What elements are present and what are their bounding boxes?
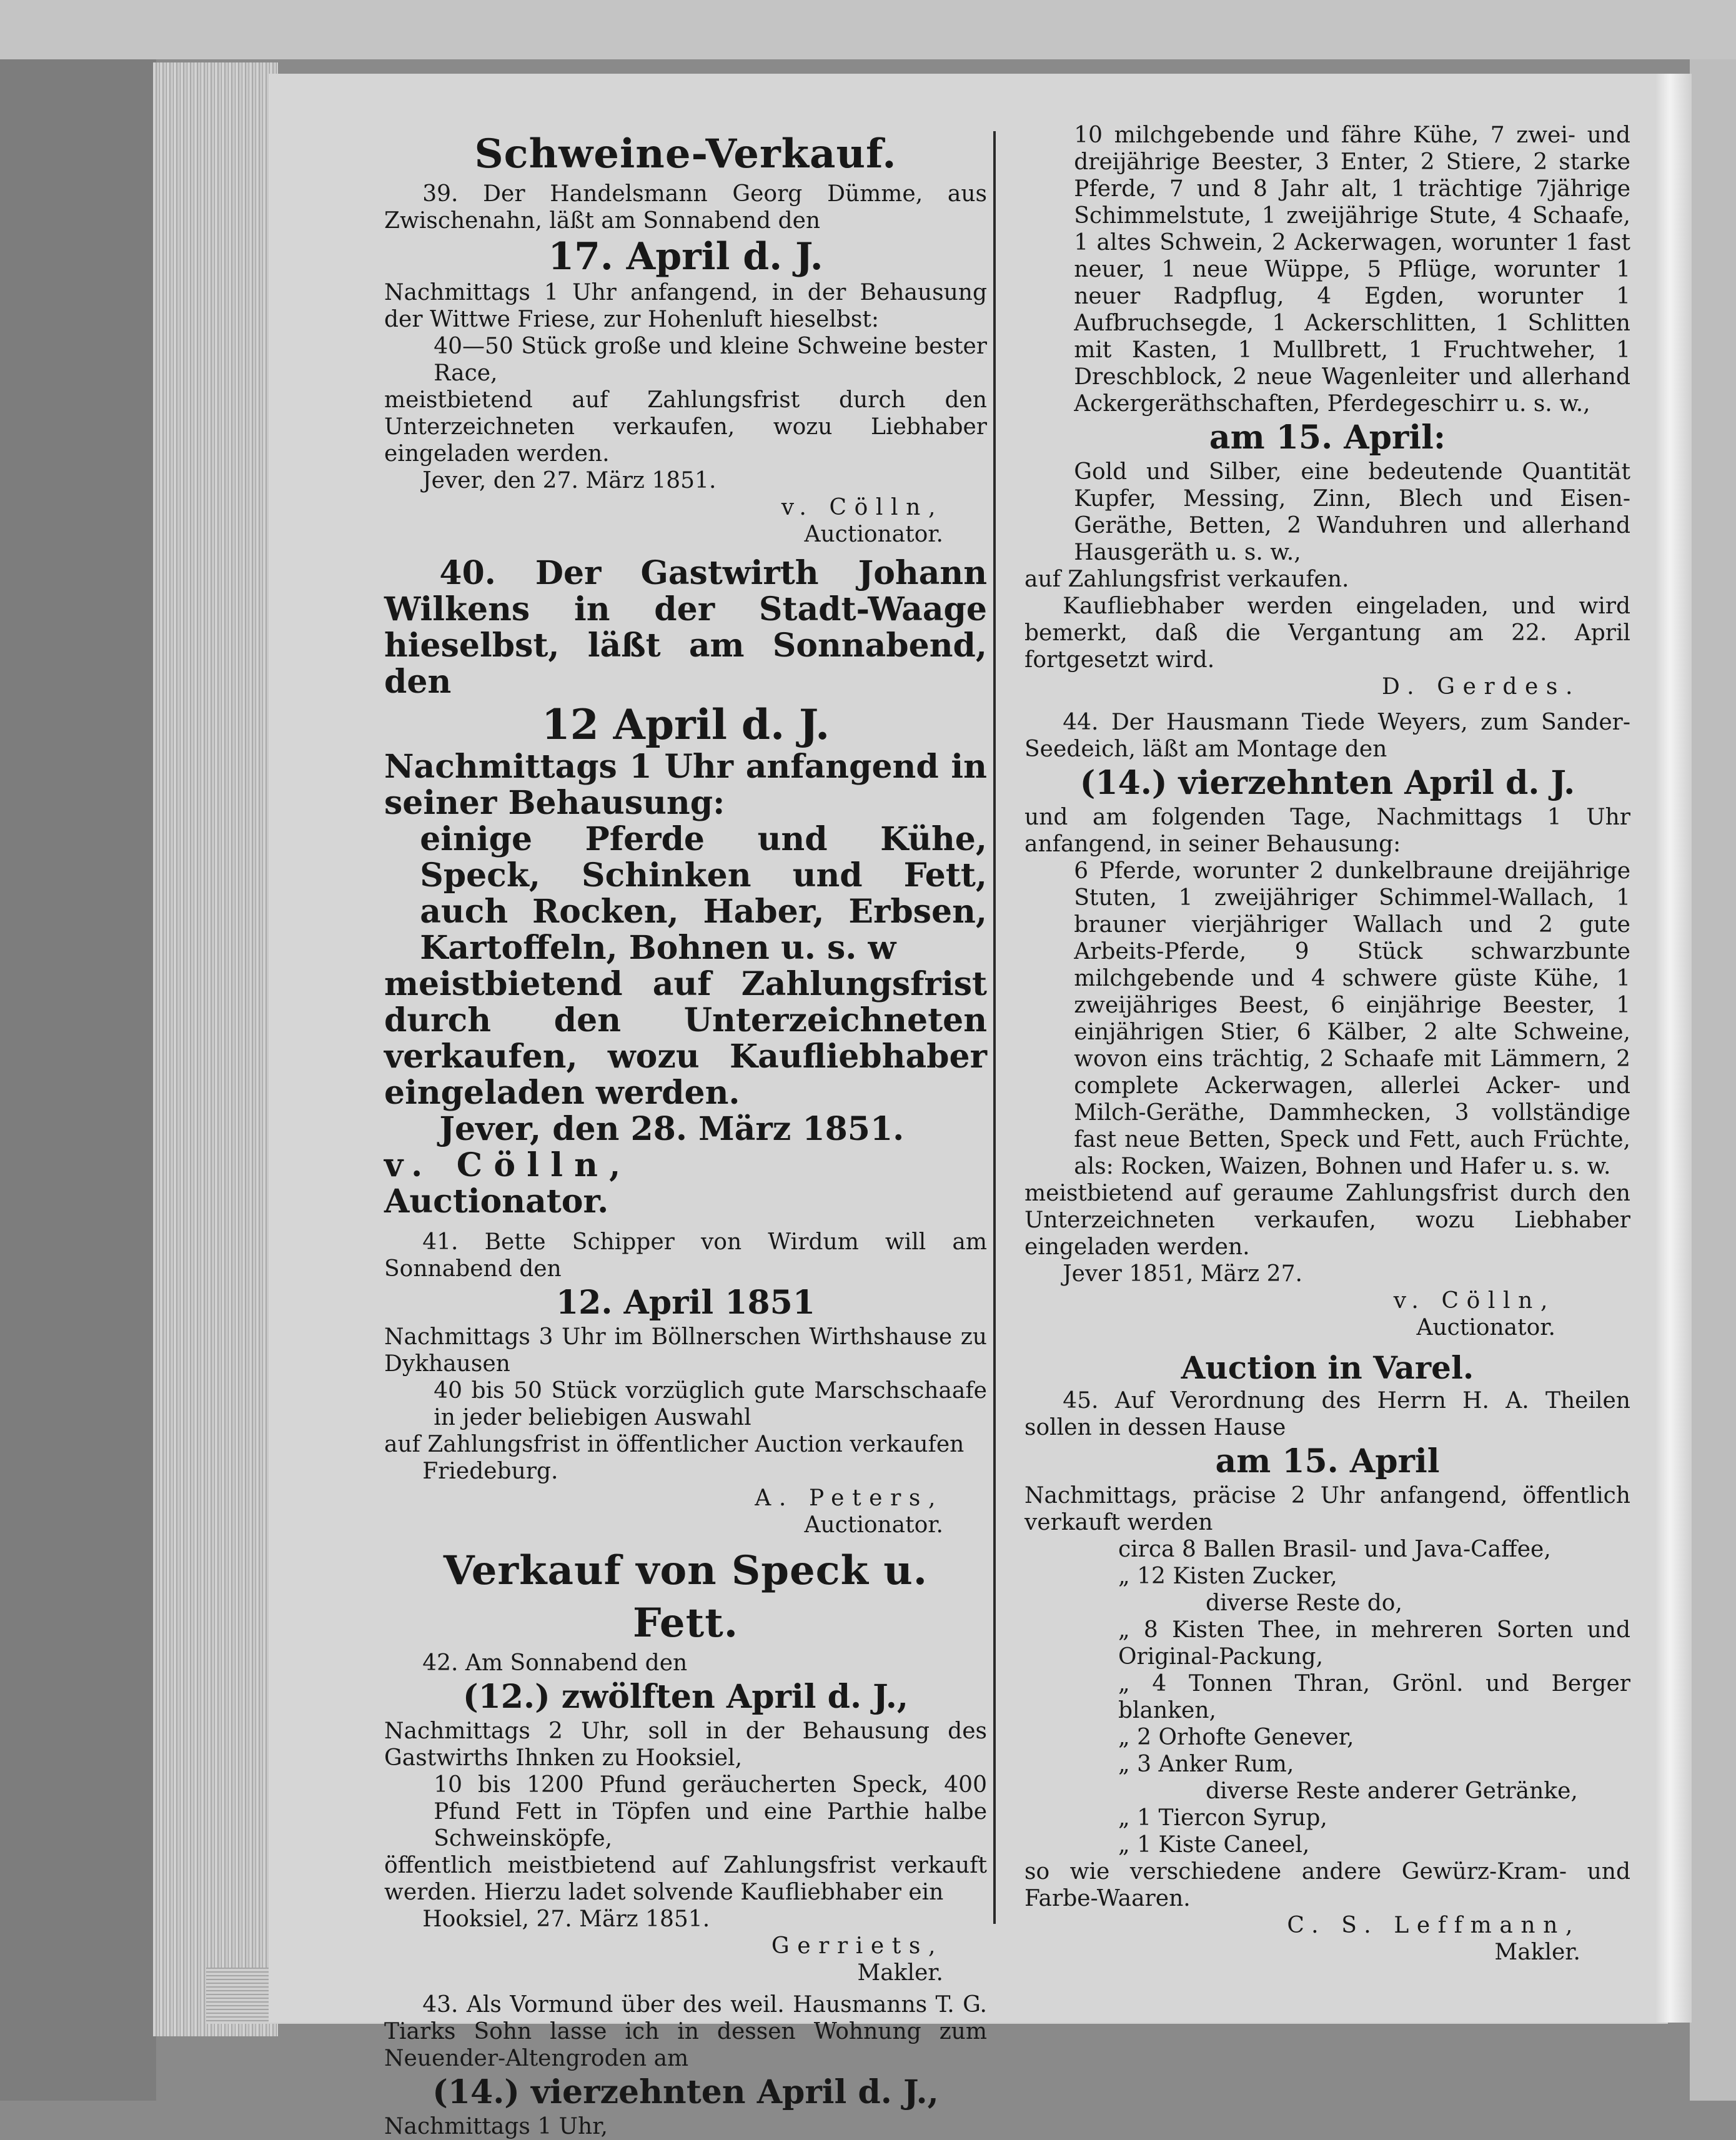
ad-39-signature: v. Cölln, [781, 495, 943, 520]
ad-39-intro: 39. Der Handelsmann Georg Dümme, aus Zwischenahn, läßt am Sonnabend den [384, 181, 987, 234]
ad-44-terms: meistbietend auf geraume Zahlungsfrist durch den Unterzeichneten verkaufen, wozu Liebhaber eingeladen werden. [1024, 1181, 1630, 1260]
scan-background-right [1690, 59, 1736, 2101]
ad-41-line1: Nachmittags 3 Uhr im Böllnerschen Wirthshause zu Dykhausen [384, 1324, 987, 1377]
ad-43-line1: Nachmittags 1 Uhr, [384, 2114, 608, 2139]
ad-40-goods: einige Pferde und Kühe, Speck, Schinken und Fett, auch Rocken, Haber, Erbsen, Kartoffeln, Bohnen u. s. w [420, 820, 987, 967]
ad-45-signature-title: Makler. [1494, 1939, 1580, 1965]
ad-43-goods-2: Gold und Silber, eine bedeutende Quantität Kupfer, Messing, Zinn, Blech und Eisen-Geräthe, Betten, 2 Wanduhren und allerhand Hausgeräth u. s. w., [1074, 459, 1630, 565]
ad-41-date: 12. April 1851 [555, 1284, 815, 1322]
ad-40 [384, 555, 987, 1220]
ad-39-goods: 40—50 Stück große und kleine Schweine bester Race, [434, 334, 987, 386]
column-divider [993, 131, 996, 1924]
ad-42 [384, 1545, 987, 1986]
ad-42-goods: 10 bis 1200 Pfund geräucherten Speck, 400 Pfund Fett in Töpfen und eine Parthie halbe Schweinsköpfe, [434, 1772, 987, 1851]
ad-41-signature-title: Auctionator. [804, 1512, 943, 1538]
ad-45-item: diverse Reste do, [1206, 1590, 1402, 1616]
ad-39 [384, 128, 987, 548]
ad-44-date: (14.) vierzehnten April d. J. [1079, 764, 1575, 802]
scan-background-left [0, 0, 156, 2101]
scan-background-top [0, 0, 1736, 59]
right-column [1024, 122, 1630, 1966]
ad-44-signature: v. Cölln, [1393, 1288, 1555, 1314]
ad-40-place-date: Jever, den 28. März 1851. [439, 1110, 905, 1148]
ad-45-item: diverse Reste anderer Getränke, [1206, 1778, 1578, 1804]
ad-43 [384, 1991, 987, 2140]
ad-40-terms: meistbietend auf Zahlungsfrist durch den Unterzeichneten verkaufen, wozu Kaufliebhaber eingeladen werden. [384, 965, 987, 1112]
ad-41-terms: auf Zahlungsfrist in öffentlicher Auction verkaufen [384, 1432, 965, 1457]
book-page-edges [153, 62, 278, 2036]
ad-43-date: (14.) vierzehnten April d. J., [432, 2073, 939, 2111]
ad-40-signature: v. Cölln, [384, 1146, 632, 1184]
ad-45-item: „ 1 Tiercon Syrup, [1118, 1805, 1327, 1831]
ad-42-line1: Nachmittags 2 Uhr, soll in der Behausung des Gastwirths Ihnken zu Hooksiel, [384, 1718, 987, 1771]
ad-40-signature-title: Auctionator. [384, 1182, 609, 1221]
ad-43-continued [1024, 122, 1630, 700]
ad-43-intro: 43. Als Vormund über des weil. Hausmanns T. G. Tiarks Sohn lasse ich in dessen Wohnung zum Neuender-Altengroden am [384, 1992, 987, 2071]
ad-45-line1: Nachmittags, präcise 2 Uhr anfangend, öffentlich verkauft werden [1024, 1483, 1630, 1535]
ad-45-heading: Auction in Varel. [1181, 1349, 1474, 1386]
page-curl-right [1655, 74, 1692, 2023]
ad-45-item: „ 1 Kiste Caneel, [1118, 1832, 1310, 1858]
ad-42-signature-title: Makler. [857, 1960, 943, 1986]
ad-41-intro: 41. Bette Schipper von Wirdum will am Sonnabend den [384, 1229, 987, 1282]
ad-42-signature: Gerriets, [771, 1933, 943, 1959]
ad-45-intro: 45. Auf Verordnung des Herrn H. A. Theilen sollen in dessen Hause [1024, 1388, 1630, 1440]
ad-42-date: (12.) zwölften April d. J., [463, 1678, 908, 1716]
ad-40-date: 12 April d. J. [541, 700, 830, 749]
ad-41-place: Friedeburg. [422, 1459, 558, 1484]
ad-44-place-date: Jever 1851, März 27. [1063, 1261, 1302, 1287]
ad-39-terms: meistbietend auf Zahlungsfrist durch den Unterzeichneten verkaufen, wozu Liebhaber eingeladen werden. [384, 387, 987, 467]
ad-44-goods: 6 Pferde, worunter 2 dunkelbraune dreijährige Stuten, 1 zweijähriger Schimmel-Wallach, 1 brauner vierjähriger Wallach und 2 gute Arbeits-Pferde, 9 Stück schwarzbunte milchgebende und 4 schwere güste Kühe, 1 zweijähriges Beest, 6 einjährige Beester, 1 einjährigen Stier, 6 Kälber, 2 alte Schweine, wovon eins trächtig, 2 Schaafe mit Lämmern, 2 complete Ackerwagen, allerlei Acker- und Milch-Geräthe, Dammhecken, 3 vollständige fast neue Betten, Speck und Fett, auch Früchte, als: Rocken, Waizen, Bohnen und Hafer u. s. w. [1074, 858, 1630, 1179]
ad-45-item: „ 12 Kisten Zucker, [1118, 1563, 1337, 1589]
ad-39-heading: Schweine-Verkauf. [474, 131, 897, 177]
ad-44 [1024, 709, 1630, 1341]
ad-44-signature-title: Auctionator. [1416, 1315, 1555, 1340]
left-column [384, 128, 987, 2140]
ad-42-terms: öffentlich meistbietend auf Zahlungsfrist verkauft werden. Hierzu ladet solvende Kaufliebhaber ein [384, 1853, 987, 1905]
ad-45-signature: C. S. Leffmann, [1287, 1913, 1580, 1938]
ad-39-date: 17. April d. J. [548, 235, 823, 279]
ad-39-place-date: Jever, den 27. März 1851. [422, 468, 717, 493]
ad-44-line1: und am folgenden Tage, Nachmittags 1 Uhr anfangend, in seiner Behausung: [1024, 805, 1630, 857]
ad-41-goods: 40 bis 50 Stück vorzüglich gute Marschschaafe in jeder beliebigen Auswahl [434, 1378, 987, 1430]
ad-42-heading: Verkauf von Speck u. Fett. [443, 1547, 928, 1647]
ad-40-intro: 40. Der Gastwirth Johann Wilkens in der Stadt-Waage hieselbst, läßt am Sonnabend, den [384, 554, 987, 701]
ad-39-line1: Nachmittags 1 Uhr anfangend, in der Behausung der Wittwe Friese, zur Hohenluft hieselbst: [384, 280, 987, 332]
ad-42-intro: 42. Am Sonnabend den [422, 1650, 688, 1676]
ad-45-item: „ 8 Kisten Thee, in mehreren Sorten und Original-Packung, [1118, 1617, 1630, 1670]
ad-45-item: „ 2 Orhofte Genever, [1118, 1725, 1354, 1750]
ad-45-date: am 15. April [1215, 1442, 1440, 1480]
ad-40-line1: Nachmittags 1 Uhr anfangend in seiner Behausung: [384, 748, 987, 822]
ad-45-terms: so wie verschiedene andere Gewürz-Kram- und Farbe-Waaren. [1024, 1859, 1630, 1911]
ad-45-item: „ 3 Anker Rum, [1118, 1751, 1294, 1777]
ad-43-note: Kaufliebhaber werden eingeladen, und wird bemerkt, daß die Vergantung am 22. April fortgesetzt wird. [1024, 593, 1630, 673]
ad-43-signature: D. Gerdes. [1381, 674, 1580, 700]
ad-43-goods: 10 milchgebende und fähre Kühe, 7 zwei- und dreijährige Beester, 3 Enter, 2 Stiere, 2 starke Pferde, 7 und 8 Jahr alt, 1 trächtige 7jährige Schimmelstute, 1 zweijährige Stute, 4 Schaafe, 1 altes Schwein, 2 Ackerwagen, worunter 1 fast neuer, 1 neue Wüppe, 5 Pflüge, worunter 1 neuer Radpflug, 4 Egden, worunter 1 Aufbruchsegde, 1 Ackerschlitten, 1 Schlitten mit Kasten, 1 Mullbrett, 1 Fruchtweher, 1 Dreschblock, 2 neue Wagenleiter und allerhand Ackergeräthschaften, Pferdegeschirr u. s. w., [1074, 122, 1630, 417]
ad-45-item: „ 4 Tonnen Thran, Grönl. und Berger blanken, [1118, 1671, 1630, 1723]
ad-45-item: circa 8 Ballen Brasil- und Java-Caffee, [1118, 1537, 1551, 1562]
ad-39-signature-title: Auctionator. [804, 522, 943, 547]
ad-45 [1024, 1349, 1630, 1966]
ad-44-intro: 44. Der Hausmann Tiede Weyers, zum Sander-Seedeich, läßt am Montage den [1024, 710, 1630, 762]
ad-41-signature: A. Peters, [755, 1485, 943, 1511]
ad-43-terms: auf Zahlungsfrist verkaufen. [1024, 567, 1349, 592]
ad-42-place-date: Hooksiel, 27. März 1851. [422, 1906, 710, 1932]
ad-43-date-2: am 15. April: [1209, 419, 1446, 457]
ad-41 [384, 1229, 987, 1538]
